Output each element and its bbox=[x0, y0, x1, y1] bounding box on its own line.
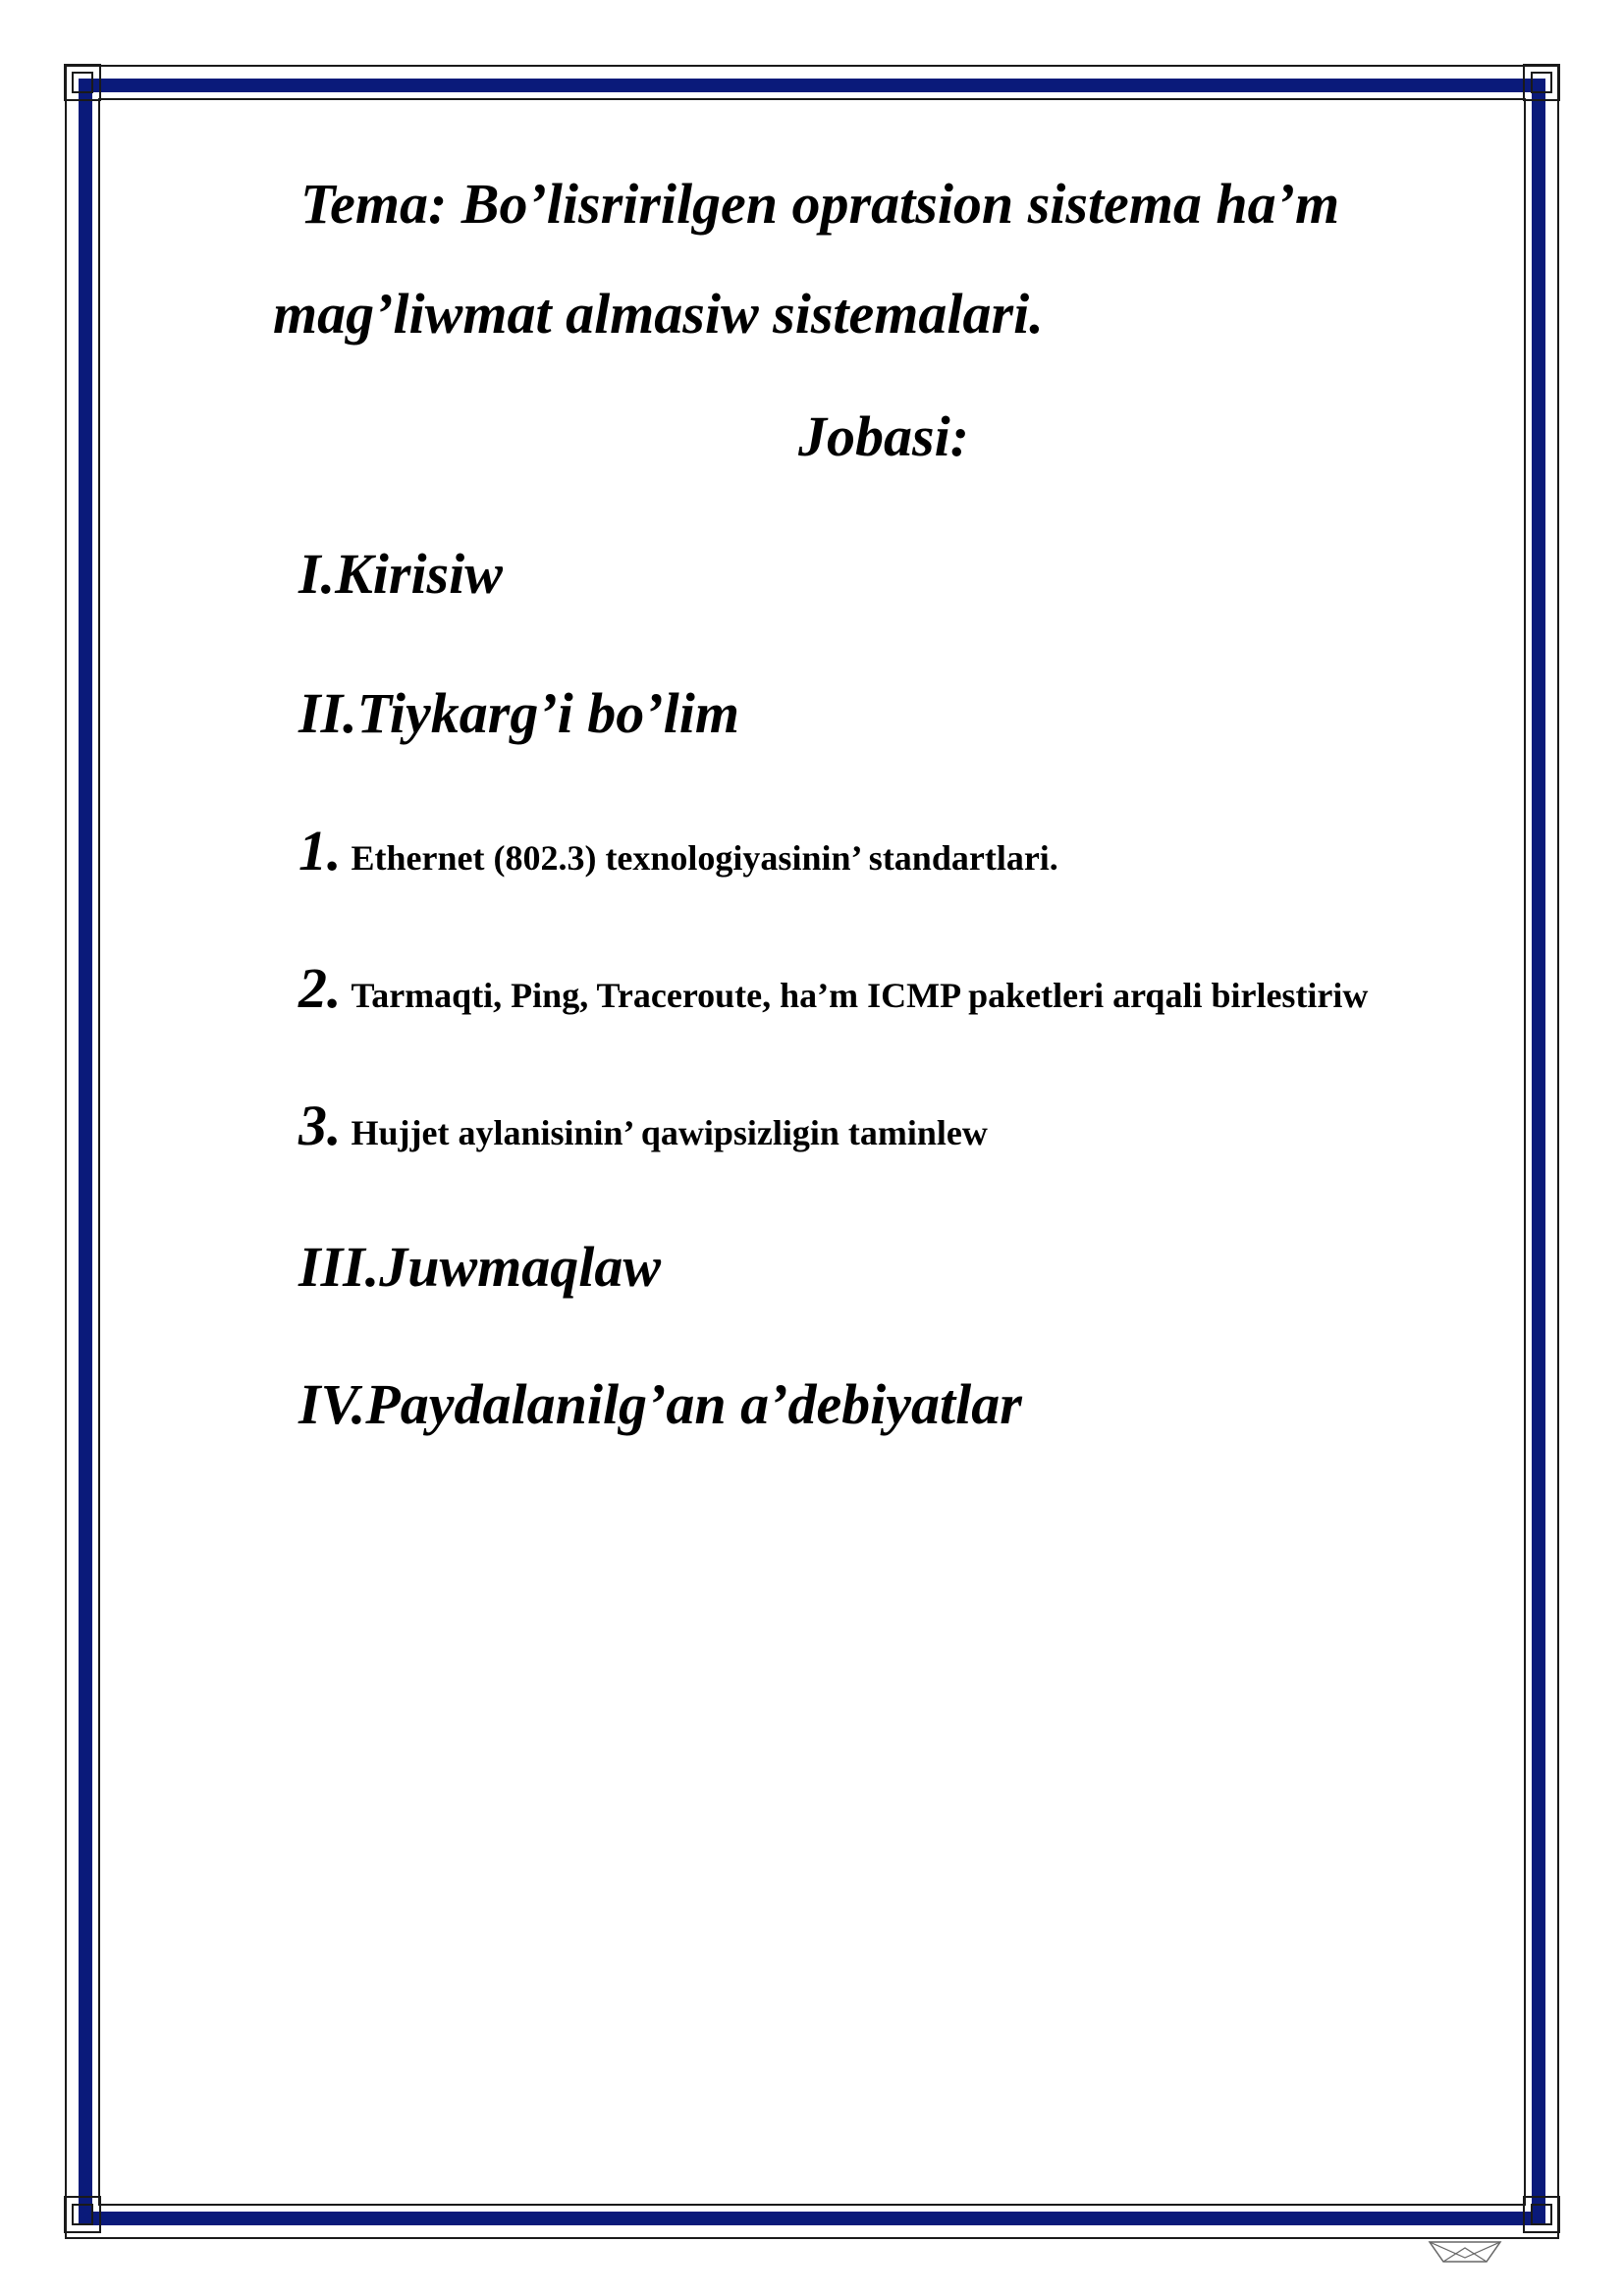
subitem-text: Ethernet (802.3) texnologiyasinin’ standartlari. bbox=[351, 838, 1058, 878]
outline-item-intro: I.Kirisiw bbox=[298, 542, 503, 606]
outline-subitem bbox=[298, 817, 1058, 900]
corner-ornament-icon bbox=[63, 63, 102, 102]
outline-subitem bbox=[298, 954, 1368, 1038]
subitem-number: 1. bbox=[298, 819, 342, 882]
subitem-number: 2. bbox=[298, 956, 342, 1020]
subitem-number: 3. bbox=[298, 1094, 342, 1157]
outline-item-references: IV.Paydalanilg’an a’debiyatlar bbox=[298, 1372, 1022, 1436]
corner-ornament-icon bbox=[1522, 2195, 1561, 2234]
outline-subitem bbox=[298, 1092, 988, 1175]
plan-heading: Jobasi: bbox=[798, 404, 969, 468]
subitem-text: Hujjet aylanisinin’ qawipsizligin taminlew bbox=[351, 1113, 988, 1152]
outline-item-conclusion: III.Juwmaqlaw bbox=[298, 1235, 662, 1299]
footer-ornament-icon bbox=[1426, 2236, 1504, 2266]
corner-ornament-icon bbox=[63, 2195, 102, 2234]
outline-item-main-part: II.Tiykarg’i bo’lim bbox=[298, 681, 739, 745]
subitem-text: Tarmaqti, Ping, Traceroute, ha’m ICMP paketleri arqali birlestiriw bbox=[351, 976, 1369, 1015]
corner-ornament-icon bbox=[1522, 63, 1561, 102]
document-title: Tema: Bo’lisririlgen opratsion sistema ha’m mag’liwmat almasiw sistemalari. bbox=[273, 172, 1340, 346]
